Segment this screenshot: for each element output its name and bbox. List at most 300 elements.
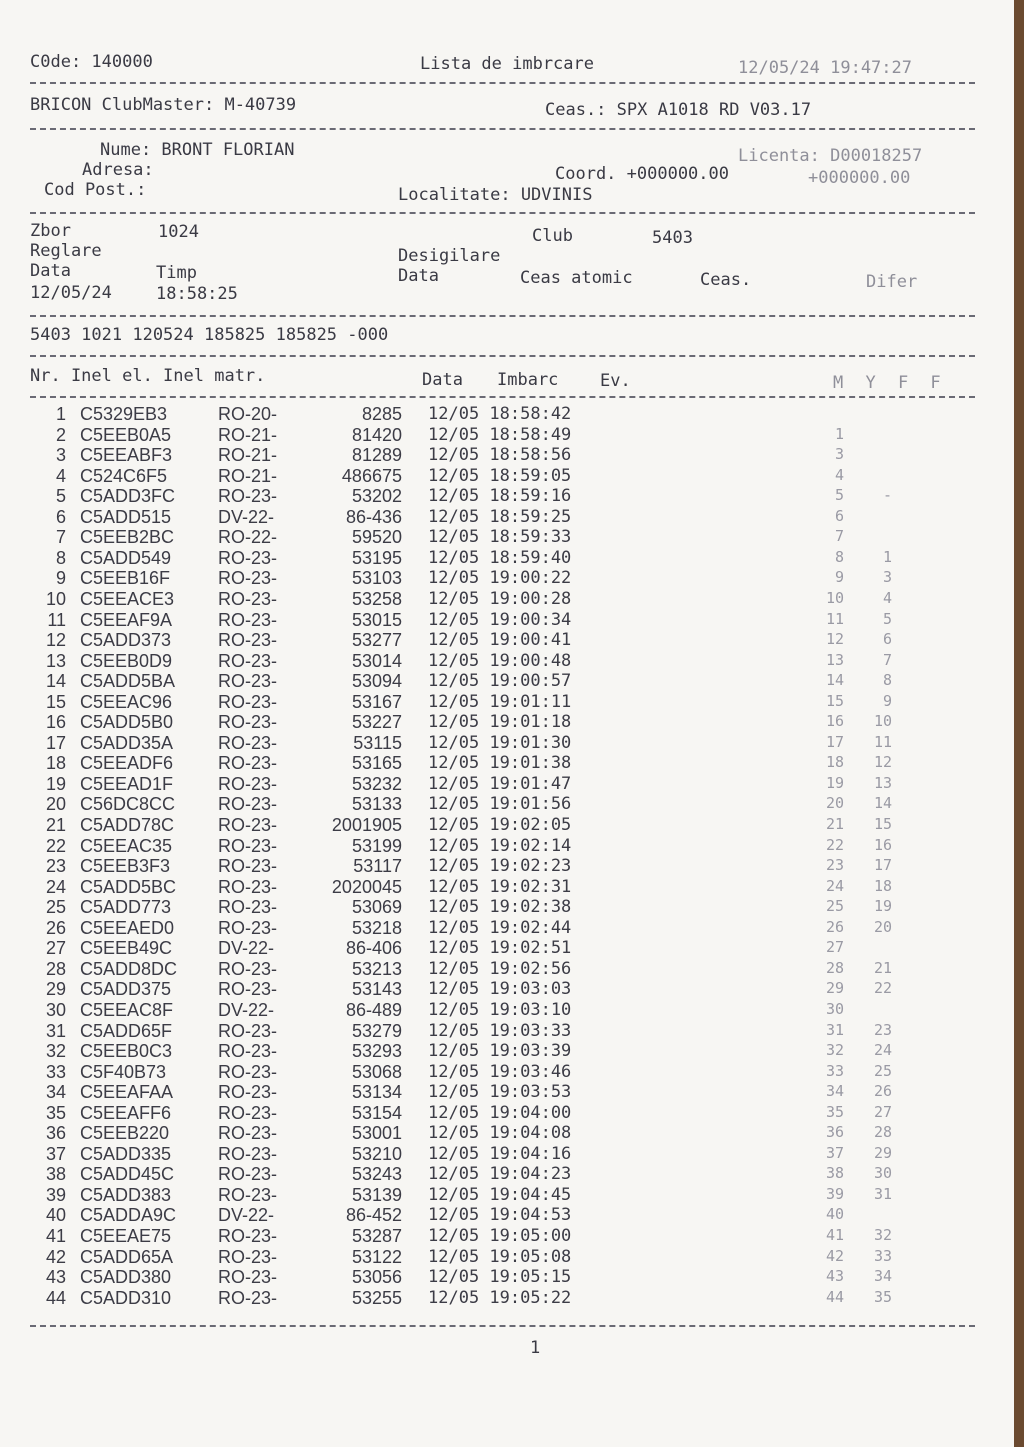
flag-m: 33: [825, 1061, 844, 1080]
print-datetime: 12/05/24 19:47:27: [738, 58, 912, 78]
basketing-datetime: 12/05 18:58:42: [428, 404, 572, 424]
row-number: 27: [45, 938, 66, 959]
flag-y: 26: [873, 1082, 892, 1101]
electronic-ring: C5F40B73: [80, 1061, 167, 1082]
flag-m: 27: [825, 938, 844, 957]
table-row: [0, 815, 1000, 835]
electronic-ring: C5EEAC8F: [80, 999, 174, 1020]
address-label: Adresa:: [82, 160, 154, 180]
basketing-datetime: 12/05 19:01:18: [428, 712, 572, 733]
flag-y: 10: [873, 712, 892, 731]
flag-y: 20: [873, 917, 892, 936]
ring-prefix: RO-23-: [218, 1123, 278, 1144]
basketing-datetime: 12/05 19:04:16: [428, 1143, 572, 1164]
flag-y: 24: [873, 1041, 892, 1060]
basketing-datetime: 12/05 19:02:31: [428, 876, 572, 897]
ring-number: 53195: [351, 547, 402, 568]
table-row: [0, 671, 1000, 691]
ring-number: 53068: [351, 1061, 402, 1082]
row-number: 29: [45, 979, 66, 1000]
flag-m: 35: [825, 1102, 844, 1121]
ring-prefix: RO-21-: [218, 445, 278, 466]
ring-number: 53165: [351, 753, 402, 774]
ring-prefix: RO-23-: [218, 732, 278, 753]
row-number: 32: [45, 1041, 66, 1062]
flag-y: 22: [873, 979, 892, 998]
ring-number: 8285: [361, 404, 402, 424]
ring-number: 53210: [351, 1143, 402, 1164]
basketing-datetime: 12/05 18:59:40: [428, 547, 572, 568]
row-number: 41: [45, 1226, 66, 1246]
ring-prefix: RO-23-: [218, 1287, 278, 1308]
electronic-ring: C5EEACE3: [80, 588, 175, 609]
electronic-ring: C5ADD8DC: [80, 958, 178, 979]
flag-y: 34: [873, 1267, 892, 1286]
row-number: 31: [45, 1020, 66, 1041]
flag-y: 15: [873, 815, 892, 833]
ring-number: 53258: [351, 588, 402, 609]
table-row: [0, 1062, 1000, 1082]
flag-y: 28: [873, 1123, 892, 1142]
row-number: 3: [55, 445, 66, 466]
row-number: 33: [45, 1061, 66, 1082]
ring-number: 53202: [351, 486, 402, 507]
table-row: [0, 836, 1000, 856]
electronic-ring: C5ADD65F: [80, 1020, 173, 1041]
coordinates-2: +000000.00: [808, 168, 911, 188]
basketing-datetime: 12/05 19:03:46: [428, 1061, 572, 1082]
row-number: 23: [45, 856, 66, 877]
basketing-datetime: 12/05 19:02:05: [428, 815, 572, 835]
electronic-ring: C5ADD3FC: [80, 486, 176, 507]
ring-number: 53139: [351, 1184, 402, 1205]
basketing-datetime: 12/05 19:05:08: [428, 1246, 572, 1267]
table-row: [0, 589, 1000, 609]
flag-y: 19: [873, 897, 892, 916]
flag-m: 10: [825, 588, 844, 607]
ring-prefix: RO-23-: [218, 1041, 278, 1062]
flag-y: -: [882, 486, 892, 505]
flag-y: 9: [882, 691, 892, 710]
flag-m: 24: [825, 876, 844, 895]
basketing-datetime: 12/05 18:58:49: [428, 424, 572, 445]
ring-prefix: RO-23-: [218, 1246, 278, 1267]
table-row: [0, 1185, 1000, 1205]
ring-number: 53218: [351, 917, 402, 938]
clock-code-line: 5403 1021 120524 185825 185825 -000: [30, 325, 389, 345]
basketing-datetime: 12/05 19:02:14: [428, 835, 572, 856]
electronic-ring: C5EEAC35: [80, 835, 173, 856]
table-row: [0, 507, 1000, 527]
table-row: [0, 1000, 1000, 1020]
ring-number: 2001905: [331, 815, 402, 835]
ring-prefix: RO-23-: [218, 773, 278, 794]
table-row: [0, 610, 1000, 630]
row-number: 9: [55, 568, 66, 589]
row-number: 6: [55, 506, 66, 527]
ring-number: 59520: [351, 527, 402, 548]
flag-m: 26: [825, 917, 844, 936]
flag-y: 12: [873, 753, 892, 772]
row-number: 2: [55, 424, 66, 445]
basketing-datetime: 12/05 19:02:56: [428, 958, 572, 979]
electronic-ring: C5ADD5BC: [80, 876, 177, 897]
row-number: 43: [45, 1267, 66, 1288]
ring-prefix: RO-23-: [218, 650, 278, 671]
table-row: [0, 1267, 1000, 1287]
electronic-ring: C5EEB2BC: [80, 527, 175, 548]
basketing-datetime: 12/05 19:00:34: [428, 609, 572, 630]
row-number: 8: [55, 547, 66, 568]
table-row: [0, 692, 1000, 712]
coordinates: Coord. +000000.00: [555, 164, 729, 184]
basketing-datetime: 12/05 19:04:45: [428, 1184, 572, 1205]
divider: [30, 315, 975, 317]
basketing-datetime: 12/05 19:02:23: [428, 856, 572, 877]
ring-number: 53287: [351, 1226, 402, 1246]
ring-number: 53279: [351, 1020, 402, 1041]
basketing-datetime: 12/05 19:05:00: [428, 1226, 572, 1246]
flag-y: 11: [873, 732, 892, 751]
ring-prefix: RO-23-: [218, 1061, 278, 1082]
flag-m: 30: [825, 999, 844, 1018]
ring-number: 53122: [351, 1246, 402, 1267]
ring-prefix: RO-23-: [218, 486, 278, 507]
flag-m: 40: [825, 1205, 844, 1224]
flag-y: 35: [873, 1287, 892, 1306]
clock-label: Ceas.: [700, 270, 752, 290]
table-row: [0, 877, 1000, 897]
ring-prefix: RO-23-: [218, 691, 278, 712]
electronic-ring: C5ADD383: [80, 1184, 172, 1205]
flag-m: 1: [834, 424, 844, 443]
divider: [30, 396, 975, 398]
ring-prefix: DV-22-: [218, 938, 275, 959]
flag-m: 43: [825, 1267, 844, 1286]
time-label: Timp: [156, 263, 197, 283]
row-number: 5: [55, 486, 66, 507]
flag-m: 42: [825, 1246, 844, 1265]
table-row: [0, 445, 1000, 465]
ring-prefix: RO-23-: [218, 1082, 278, 1103]
flag-m: 13: [825, 650, 844, 669]
row-number: 36: [45, 1123, 66, 1144]
club-label: Club: [532, 226, 573, 246]
atomic-clock-label: Ceas atomic: [520, 268, 633, 288]
electronic-ring: C5ADD380: [80, 1267, 172, 1288]
basketing-datetime: 12/05 19:02:44: [428, 917, 572, 938]
flag-y: 13: [873, 773, 892, 792]
ring-prefix: RO-23-: [218, 917, 278, 938]
flag-m: 7: [834, 527, 844, 546]
row-number: 26: [45, 917, 66, 938]
owner-name: Nume: BRONT FLORIAN: [100, 140, 295, 160]
electronic-ring: C5EEAFAA: [80, 1082, 174, 1103]
ring-number: 53199: [351, 835, 402, 856]
table-row: [0, 774, 1000, 794]
table-row: [0, 1082, 1000, 1102]
flag-m: 6: [834, 506, 844, 525]
ring-prefix: RO-23-: [218, 856, 278, 877]
basketing-datetime: 12/05 19:03:33: [428, 1020, 572, 1041]
flight-label: Zbor: [30, 221, 71, 241]
flag-y: 18: [873, 876, 892, 895]
ring-prefix: RO-23-: [218, 1102, 278, 1123]
electronic-ring: C5ADD335: [80, 1143, 172, 1164]
row-number: 11: [47, 609, 66, 630]
table-row: [0, 712, 1000, 732]
electronic-ring: C5EEAF9A: [80, 609, 173, 630]
electronic-ring: C5ADD375: [80, 979, 172, 1000]
row-number: 20: [45, 794, 66, 815]
basketing-datetime: 12/05 19:04:23: [428, 1164, 572, 1185]
table-row: [0, 1144, 1000, 1164]
difference-label: Difer: [866, 272, 918, 292]
setting-time: 18:58:25: [156, 284, 238, 304]
ring-prefix: RO-23-: [218, 979, 278, 1000]
table-row: [0, 979, 1000, 999]
row-number: 18: [45, 753, 66, 774]
locality: Localitate: UDVINIS: [398, 185, 593, 205]
electronic-ring: C5EEB0A5: [80, 424, 172, 445]
basketing-datetime: 12/05 19:00:41: [428, 630, 572, 651]
table-row: [0, 568, 1000, 588]
ring-prefix: RO-23-: [218, 609, 278, 630]
flag-m: 31: [825, 1020, 844, 1039]
electronic-ring: C5ADD5B0: [80, 712, 174, 733]
ring-prefix: RO-23-: [218, 753, 278, 774]
ring-prefix: DV-22-: [218, 999, 275, 1020]
ring-prefix: RO-23-: [218, 794, 278, 815]
flag-m: 39: [825, 1184, 844, 1203]
basketing-datetime: 12/05 19:03:53: [428, 1082, 572, 1103]
ring-number: 53015: [351, 609, 402, 630]
flag-m: 18: [825, 753, 844, 772]
ring-number: 81289: [351, 445, 402, 466]
basketing-datetime: 12/05 18:59:16: [428, 486, 572, 507]
ring-number: 86-452: [345, 1205, 402, 1226]
electronic-ring: C5EEAFF6: [80, 1102, 172, 1123]
unseal-label: Desigilare: [398, 246, 501, 266]
flag-y: 16: [873, 835, 892, 854]
flag-m: 11: [825, 609, 844, 628]
electronic-ring: C5EEADF6: [80, 753, 174, 774]
basketing-datetime: 12/05 19:01:11: [428, 691, 572, 712]
basketing-datetime: 12/05 18:58:56: [428, 445, 572, 466]
ring-number: 53014: [351, 650, 402, 671]
row-number: 35: [45, 1102, 66, 1123]
flag-m: 19: [825, 773, 844, 792]
table-row: [0, 918, 1000, 938]
ring-prefix: RO-23-: [218, 958, 278, 979]
row-number: 34: [45, 1082, 66, 1103]
ring-prefix: DV-22-: [218, 506, 275, 527]
flag-m: 17: [825, 732, 844, 751]
ring-prefix: RO-23-: [218, 1164, 278, 1185]
ring-number: 53213: [351, 958, 402, 979]
table-row: [0, 1041, 1000, 1061]
electronic-ring: C5ADDA9C: [80, 1205, 177, 1226]
ring-prefix: RO-21-: [218, 465, 278, 486]
ring-prefix: RO-22-: [218, 527, 278, 548]
electronic-ring: C5ADD773: [80, 897, 172, 918]
ring-prefix: RO-23-: [218, 568, 278, 589]
flag-y: 27: [873, 1102, 892, 1121]
basketing-datetime: 12/05 19:03:39: [428, 1041, 572, 1062]
flag-m: 29: [825, 979, 844, 998]
flag-m: 37: [825, 1143, 844, 1162]
basketing-datetime: 12/05 19:02:38: [428, 897, 572, 918]
row-number: 38: [45, 1164, 66, 1185]
table-row: [0, 897, 1000, 917]
ring-prefix: RO-20-: [218, 404, 278, 424]
row-number: 4: [55, 465, 66, 486]
electronic-ring: C524C6F5: [80, 465, 168, 486]
column-flags: M Y F F: [833, 373, 947, 393]
ring-prefix: RO-23-: [218, 547, 278, 568]
electronic-ring: C5EEB220: [80, 1123, 170, 1144]
row-number: 13: [45, 650, 66, 671]
flag-y: 21: [873, 958, 892, 977]
flag-y: 1: [882, 547, 892, 566]
flag-y: 8: [882, 671, 892, 690]
ring-number: 81420: [351, 424, 402, 445]
columns-header: Nr. Inel el. Inel matr.: [30, 366, 266, 386]
row-number: 37: [45, 1143, 66, 1164]
table-row: [0, 1288, 1000, 1308]
electronic-ring: C5ADD78C: [80, 815, 175, 835]
flag-m: 21: [825, 815, 844, 833]
electronic-ring: C5ADD5BA: [80, 671, 176, 692]
row-number: 7: [55, 527, 66, 548]
table-row: [0, 527, 1000, 547]
table-row: [0, 486, 1000, 506]
table-row: [0, 794, 1000, 814]
code-label: C0de: 140000: [30, 52, 153, 72]
row-number: 19: [45, 773, 66, 794]
electronic-ring: C5ADD65A: [80, 1246, 174, 1267]
ring-number: 486675: [341, 465, 402, 486]
flag-m: 25: [825, 897, 844, 916]
ring-prefix: RO-23-: [218, 1226, 278, 1246]
table-row: [0, 753, 1000, 773]
ring-number: 53134: [351, 1082, 402, 1103]
basketing-datetime: 12/05 19:01:47: [428, 773, 572, 794]
electronic-ring: C5EEAC96: [80, 691, 173, 712]
row-number: 14: [45, 671, 66, 692]
table-row: [0, 1226, 1000, 1246]
ring-prefix: RO-23-: [218, 1267, 278, 1288]
setting-date: 12/05/24: [30, 283, 112, 303]
divider: [30, 128, 975, 130]
flag-m: 32: [825, 1041, 844, 1060]
electronic-ring: C5ADD35A: [80, 732, 174, 753]
ring-number: 53154: [351, 1102, 402, 1123]
column-basketing: Imbarc: [497, 370, 559, 390]
flag-m: 12: [825, 630, 844, 649]
postal-code-label: Cod Post.:: [44, 180, 147, 200]
electronic-ring: C5EEB0C3: [80, 1041, 173, 1062]
electronic-ring: C5ADD373: [80, 630, 172, 651]
basketing-datetime: 12/05 19:00:28: [428, 588, 572, 609]
table-row: [0, 856, 1000, 876]
electronic-ring: C5ADD310: [80, 1287, 172, 1308]
row-number: 12: [45, 630, 66, 651]
table-row: [0, 466, 1000, 486]
row-number: 24: [45, 876, 66, 897]
ring-prefix: RO-23-: [218, 588, 278, 609]
ring-prefix: RO-23-: [218, 1143, 278, 1164]
ring-number: 86-406: [345, 938, 402, 959]
date-label: Data: [30, 261, 71, 281]
table-row: [0, 651, 1000, 671]
document-title: Lista de imbrcare: [420, 54, 594, 74]
ring-number: 53117: [353, 856, 402, 877]
club-master: BRICON ClubMaster: M-40739: [30, 95, 297, 115]
column-event: Ev.: [600, 371, 631, 391]
electronic-ring: C5EEAED0: [80, 917, 175, 938]
row-number: 15: [45, 691, 66, 712]
flag-m: 15: [825, 691, 844, 710]
ring-number: 53243: [351, 1164, 402, 1185]
row-number: 1: [55, 404, 66, 424]
electronic-ring: C5329EB3: [80, 404, 168, 424]
table-row: [0, 630, 1000, 650]
ring-prefix: RO-23-: [218, 712, 278, 733]
basketing-datetime: 12/05 19:04:53: [428, 1205, 572, 1226]
table-row: [0, 733, 1000, 753]
ring-prefix: RO-23-: [218, 835, 278, 856]
flag-m: 8: [834, 547, 844, 566]
table-row: [0, 1123, 1000, 1143]
flag-y: 7: [882, 650, 892, 669]
ring-number: 53115: [353, 732, 402, 753]
basketing-datetime: 12/05 19:04:00: [428, 1102, 572, 1123]
flag-y: 17: [873, 856, 892, 875]
row-number: 28: [45, 958, 66, 979]
flag-y: 4: [882, 588, 892, 607]
flag-m: 44: [825, 1287, 844, 1306]
table-row: [0, 1164, 1000, 1184]
electronic-ring: C5EEAD1F: [80, 773, 174, 794]
flag-y: 33: [873, 1246, 892, 1265]
divider: [30, 1325, 975, 1327]
flag-m: 20: [825, 794, 844, 813]
flag-m: 23: [825, 856, 844, 875]
basketing-datetime: 12/05 18:59:33: [428, 527, 572, 548]
ring-number: 53133: [351, 794, 402, 815]
ring-number: 53103: [351, 568, 402, 589]
basketing-datetime: 12/05 18:59:05: [428, 465, 572, 486]
basketing-datetime: 12/05 19:00:48: [428, 650, 572, 671]
ring-prefix: RO-21-: [218, 424, 278, 445]
basketing-datetime: 12/05 19:03:03: [428, 979, 572, 1000]
divider: [30, 82, 975, 84]
row-number: 40: [45, 1205, 66, 1226]
table-row: [0, 1021, 1000, 1041]
flag-y: 3: [882, 568, 892, 587]
ring-number: 53277: [351, 630, 402, 651]
divider: [30, 212, 975, 214]
clock-id: Ceas.: SPX A1018 RD V03.17: [545, 100, 812, 120]
flag-m: 9: [834, 568, 844, 587]
row-number: 22: [45, 835, 66, 856]
ring-number: 53255: [351, 1287, 402, 1308]
electronic-ring: C5EEABF3: [80, 445, 173, 466]
flag-m: 28: [825, 958, 844, 977]
table-row: [0, 548, 1000, 568]
basketing-datetime: 12/05 19:05:15: [428, 1267, 572, 1288]
